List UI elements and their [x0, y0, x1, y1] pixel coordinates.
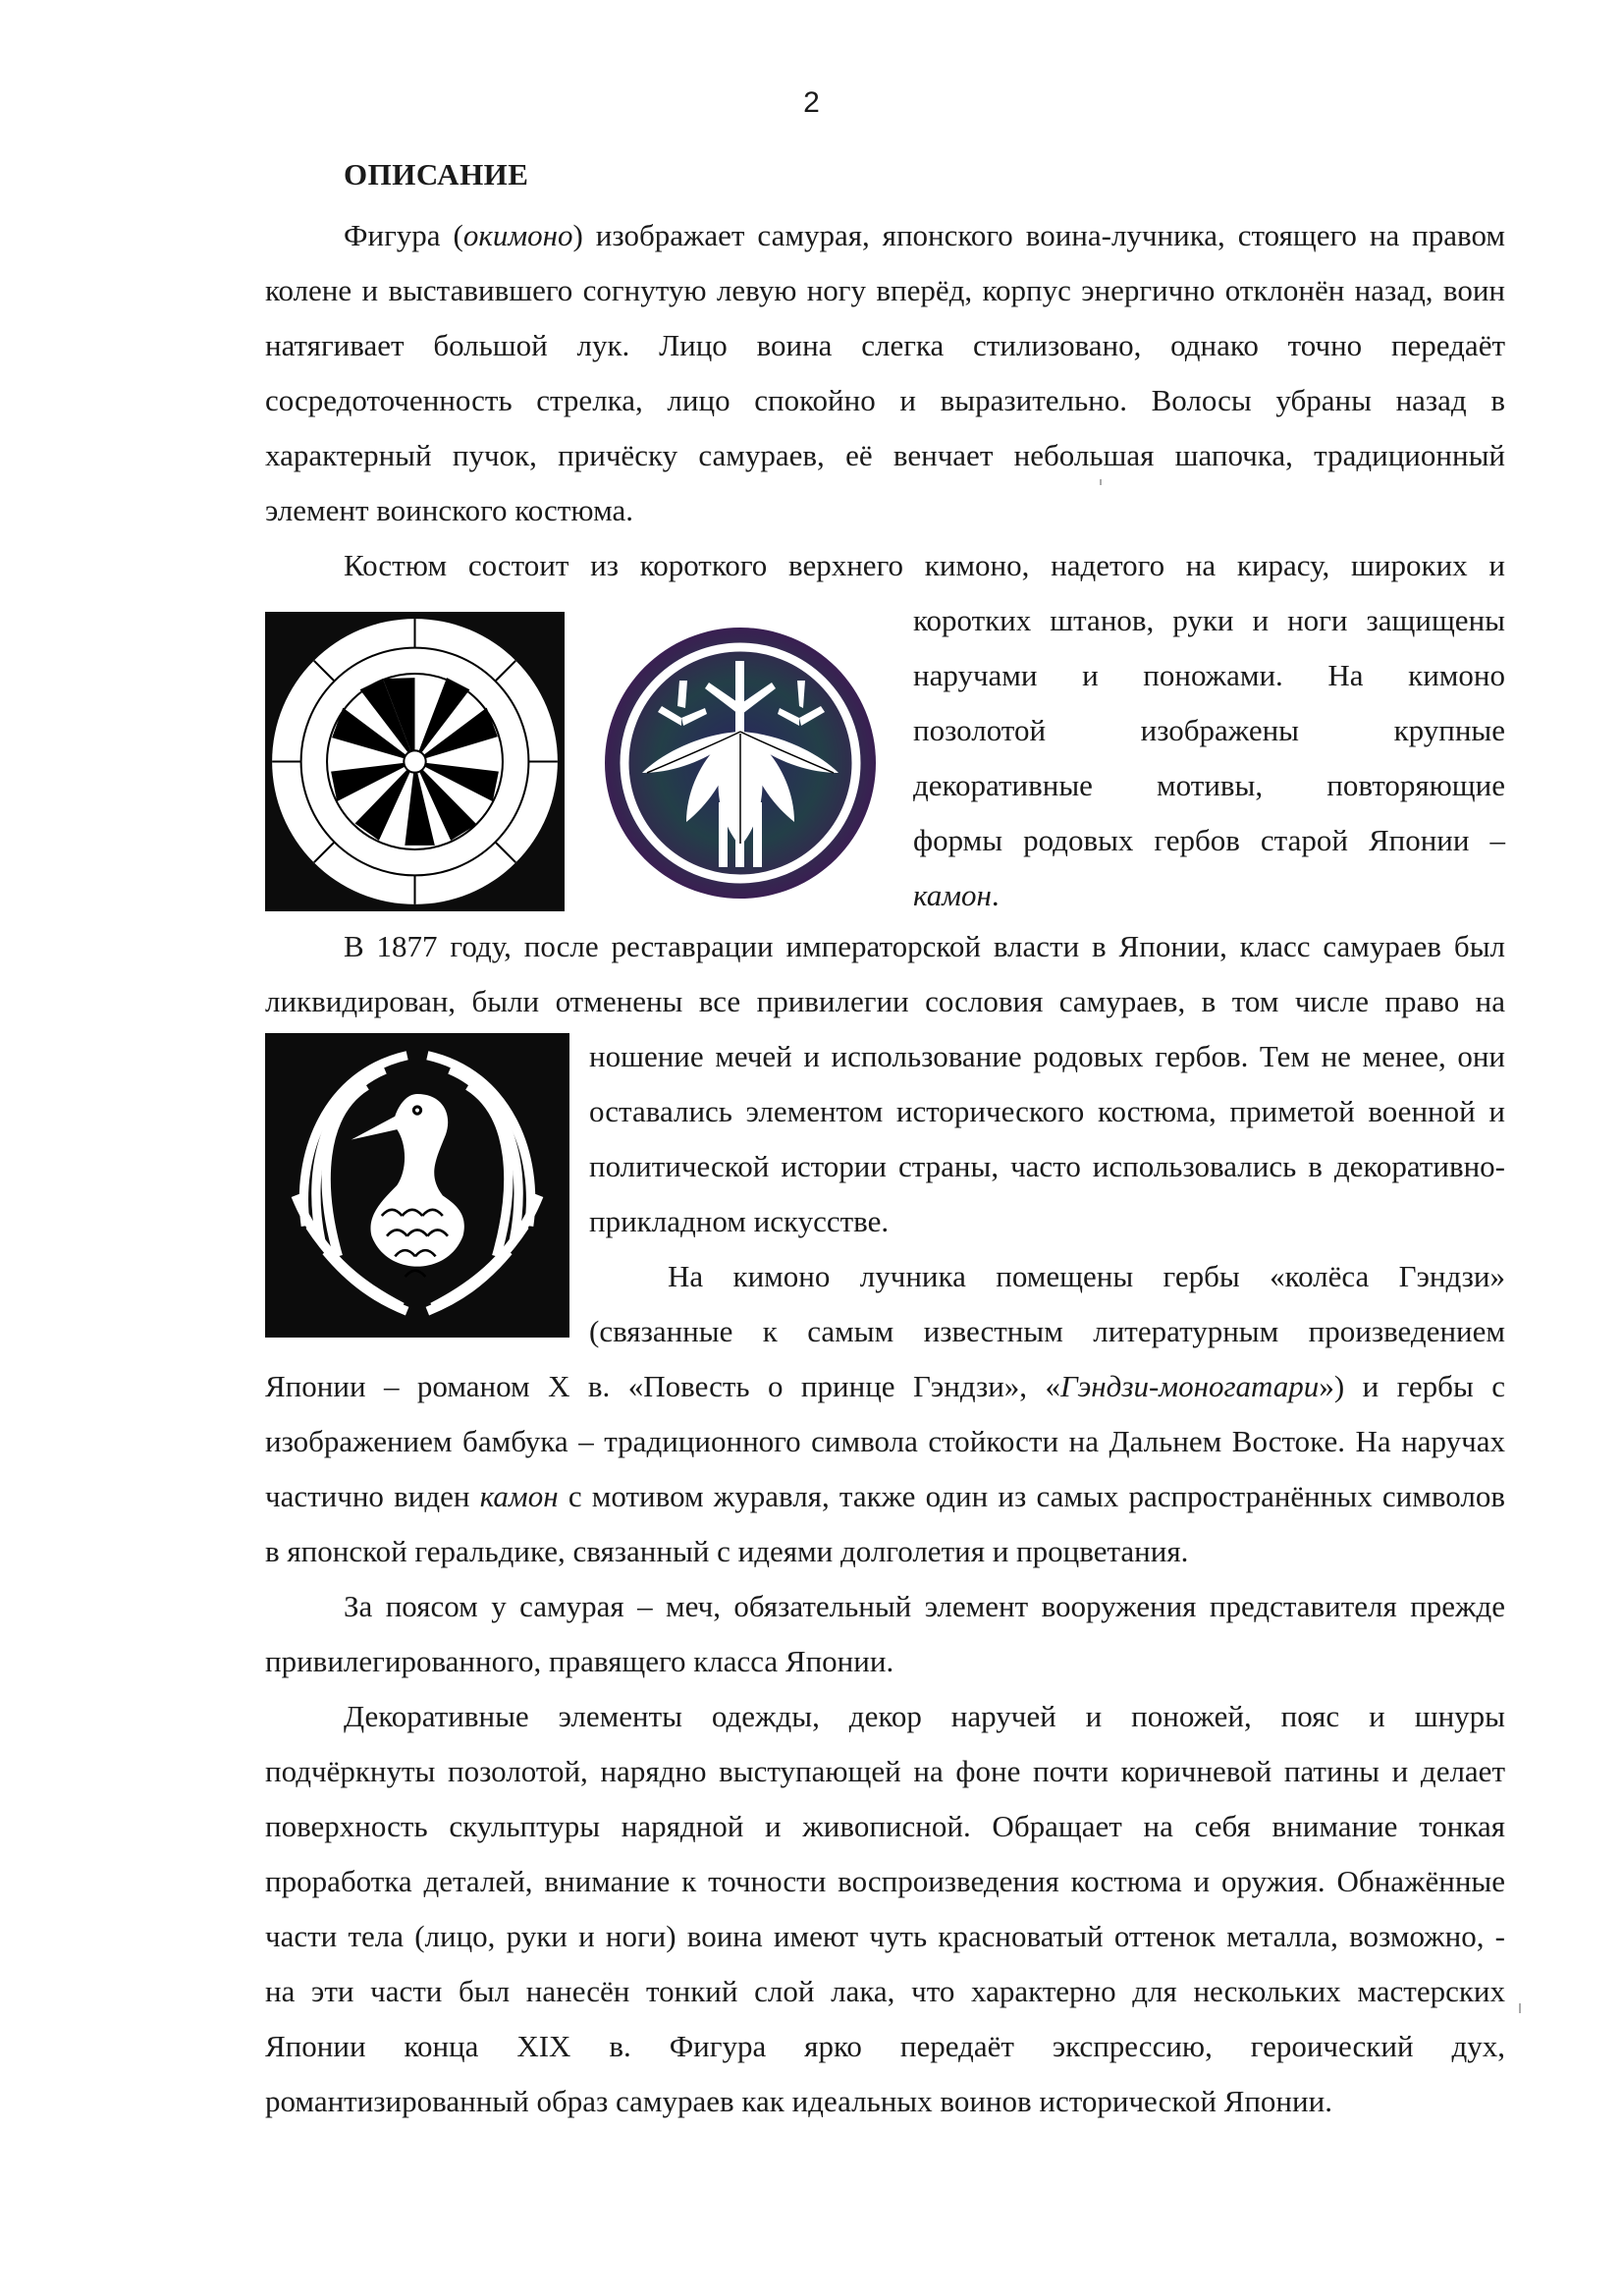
text-segment: оставались элементом исторического костюма, приметой военной и — [589, 1094, 1505, 1128]
text-segment: На кимоно лучника помещены гербы «колёса Гэндзи» — [668, 1259, 1505, 1293]
text-segment: с мотивом журавля, также один из самых распространённых символов — [558, 1479, 1505, 1513]
text-segment: на эти части был нанесён тонкий слой лака, что характерно для нескольких мастерских — [265, 1974, 1505, 2008]
text-line — [265, 2027, 1505, 2066]
text-line — [265, 1477, 1505, 1516]
text-segment: подчёркнуты позолотой, нарядно выступающей на фоне почти коричневой патины и делает — [265, 1754, 1505, 1788]
text-segment: коротких штанов, руки и ноги защищены — [913, 603, 1505, 637]
text-segment: сосредоточенность стрелка, лицо спокойно и выразительно. Волосы убраны назад в — [265, 383, 1505, 417]
text-segment: (связанные к самым известным литературным произведением — [589, 1314, 1505, 1348]
text-segment: частично виден — [265, 1479, 480, 1513]
text-segment: натягивает большой лук. Лицо воина слегка стилизовано, однако точно передаёт — [265, 328, 1505, 362]
text-segment: формы родовых гербов старой Японии – — [913, 823, 1505, 857]
text-line — [344, 546, 1505, 585]
text-segment: Фигура ( — [344, 218, 463, 252]
text-line — [589, 1092, 1505, 1131]
text-line — [265, 1642, 1505, 1681]
text-line — [913, 711, 1505, 750]
text-line — [913, 821, 1505, 860]
bamboo-kamon-image — [603, 626, 878, 901]
text-segment: проработка деталей, внимание к точности воспроизведения костюма и оружия. Обнажённые — [265, 1864, 1505, 1898]
text-line — [913, 601, 1505, 640]
text-segment: части тела (лицо, руки и ноги) воина имеют чуть красноватый оттенок металла, возможно, - — [265, 1919, 1505, 1953]
text-line — [589, 1147, 1505, 1186]
text-line — [913, 656, 1505, 695]
text-segment: в японской геральдике, связанный с идеями долголетия и процветания. — [265, 1534, 1189, 1568]
text-line — [265, 381, 1505, 420]
text-line — [265, 982, 1505, 1021]
text-line — [265, 1807, 1505, 1846]
text-segment: наручами и поножами. На кимоно — [913, 658, 1505, 692]
text-line — [913, 766, 1505, 805]
text-line — [265, 436, 1505, 475]
text-line — [265, 1752, 1505, 1791]
text-line — [265, 1917, 1505, 1956]
text-segment: колене и выставившего согнутую левую ногу вперёд, корпус энергично отклонён назад, воин — [265, 273, 1505, 307]
text-segment: ») и гербы с — [1319, 1369, 1505, 1403]
text-segment: ликвидирован, были отменены все привилегии сословия самураев, в том числе право на — [265, 984, 1505, 1018]
text-line — [265, 491, 1505, 530]
scan-speck — [1100, 479, 1102, 485]
text-line — [344, 1697, 1505, 1736]
text-segment: характерный пучок, причёску самураев, её венчает небольшая шапочка, традиционный — [265, 438, 1505, 472]
text-segment: романтизированный образ самураев как идеальных воинов исторической Японии. — [265, 2084, 1332, 2118]
crane-kamon-image — [265, 1033, 569, 1338]
italic-term: окимоно — [462, 218, 573, 252]
text-segment: . — [991, 878, 1000, 912]
text-segment: Декоративные элементы одежды, декор наручей и поножей, пояс и шнуры — [344, 1699, 1505, 1733]
section-heading: ОПИСАНИЕ — [344, 157, 529, 191]
text-segment: декоративные мотивы, повторяющие — [913, 768, 1505, 802]
page-number: 2 — [803, 86, 820, 119]
text-segment: Японии конца XIX в. Фигура ярко передаёт экспрессию, героический дух, — [265, 2029, 1505, 2063]
text-line — [265, 1972, 1505, 2011]
text-line — [265, 1862, 1505, 1901]
text-segment: элемент воинского костюма. — [265, 493, 634, 527]
text-line — [589, 1312, 1505, 1351]
text-segment: За поясом у самурая – меч, обязательный элемент вооружения представителя прежде — [344, 1589, 1505, 1623]
text-line — [589, 1037, 1505, 1076]
scan-speck — [1519, 2003, 1521, 2013]
text-segment: В 1877 году, после реставрации императорской власти в Японии, класс самураев был — [344, 929, 1505, 963]
text-line — [265, 1422, 1505, 1461]
text-line — [668, 1257, 1505, 1296]
text-line — [265, 2082, 1505, 2121]
text-line — [344, 927, 1505, 966]
text-line — [265, 326, 1505, 365]
text-segment: политической истории страны, часто использовались в декоративно- — [589, 1149, 1505, 1183]
italic-term: камон — [479, 1479, 559, 1513]
text-segment: изображением бамбука – традиционного символа стойкости на Дальнем Востоке. На наручах — [265, 1424, 1505, 1458]
text-segment: поверхность скульптуры нарядной и живописной. Обращает на себя внимание тонкая — [265, 1809, 1505, 1843]
italic-term: камон — [913, 878, 992, 912]
text-segment: привилегированного, правящего класса Японии. — [265, 1644, 894, 1678]
italic-term: Гэндзи-моногатари — [1060, 1369, 1320, 1403]
text-line — [344, 1587, 1505, 1626]
text-line — [913, 876, 1505, 915]
text-segment: Костюм состоит из короткого верхнего кимоно, надетого на кирасу, широких и — [344, 548, 1505, 582]
genji-wheel-kamon-image — [265, 612, 565, 911]
text-line — [344, 216, 1505, 255]
text-line — [265, 1532, 1505, 1571]
text-segment: позолотой изображены крупные — [913, 713, 1505, 747]
text-line — [589, 1202, 1505, 1241]
text-segment: ) изображает самурая, японского воина-лучника, стоящего на правом — [572, 218, 1505, 252]
text-segment: прикладном искусстве. — [589, 1204, 890, 1238]
text-segment: Японии – романом X в. «Повесть о принце Гэндзи», « — [265, 1369, 1060, 1403]
text-line — [265, 271, 1505, 310]
text-segment: ношение мечей и использование родовых гербов. Тем не менее, они — [589, 1039, 1505, 1073]
text-line — [265, 1367, 1505, 1406]
